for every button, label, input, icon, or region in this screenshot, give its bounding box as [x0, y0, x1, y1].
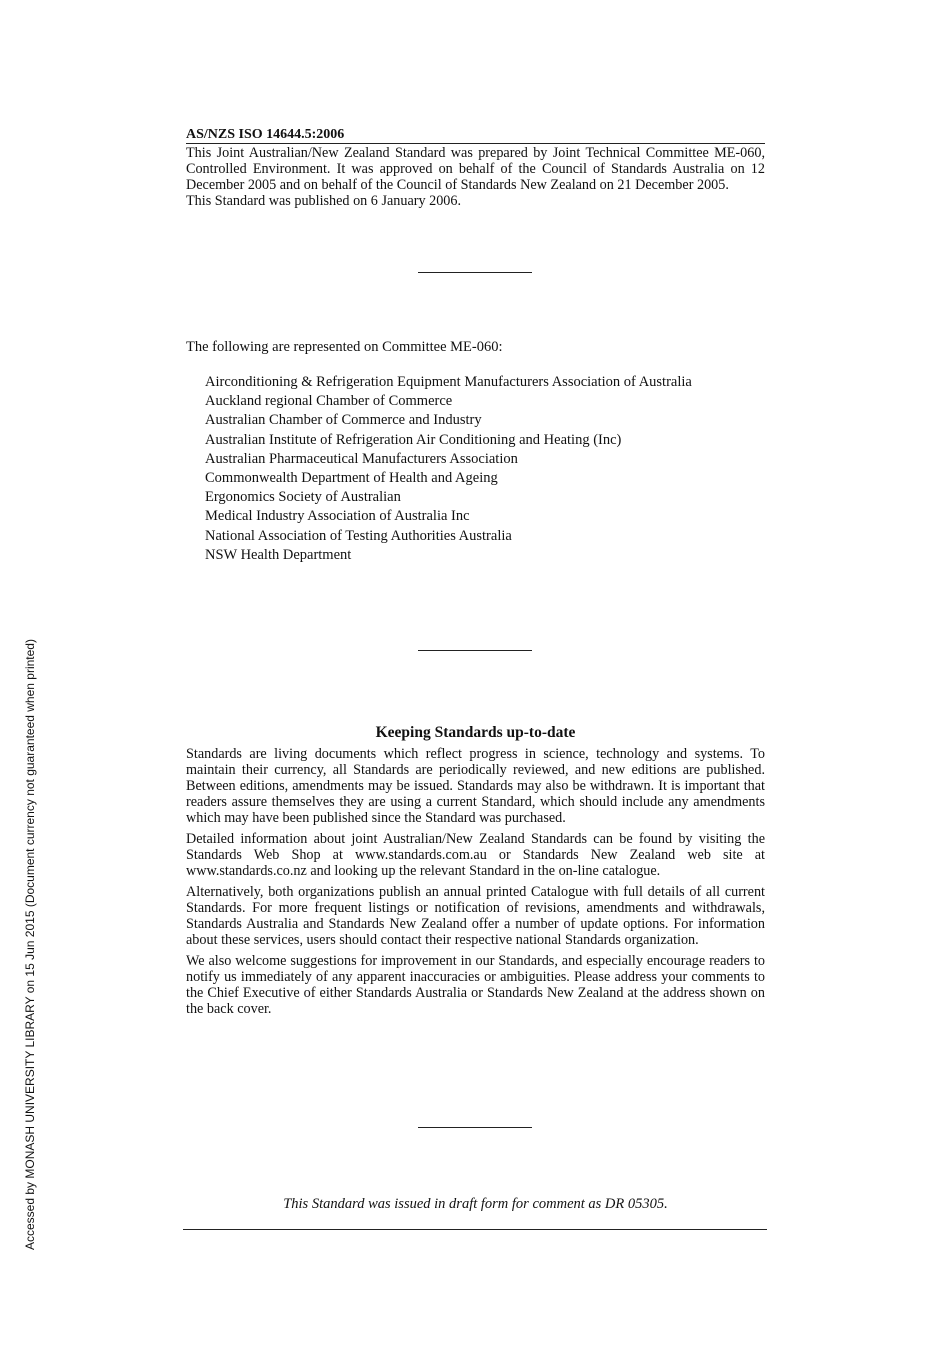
document-page	[186, 0, 765, 1345]
committee-member: Ergonomics Society of Australian	[205, 489, 401, 506]
committee-member: Australian Pharmaceutical Manufacturers Association	[205, 450, 518, 467]
committee-member: NSW Health Department	[205, 546, 352, 563]
keeping-standards-body	[186, 746, 765, 1022]
section-divider	[418, 1127, 532, 1128]
section-divider	[418, 272, 532, 273]
body-paragraph: Alternatively, both organizations publish an annual printed Catalogue with full details of all current Standards. For more frequent listings or notification of revisions, amendments and withdrawals, Standards Australia and Standards New Zealand offer a number of update options. For information about these services, users should contact their respective national Standards organization.	[186, 884, 765, 948]
committee-member: Airconditioning & Refrigeration Equipment Manufacturers Association of Australia	[205, 374, 692, 390]
body-paragraph: Standards are living documents which reflect progress in science, technology and systems. To maintain their currency, all Standards are periodically reviewed, and new editions are published. Between editions, amendments may be issued. Standards may also be withdrawn. It is important that readers assure themselves they are using a current Standard, which should include any amendments which may have been published since the Standard was purchased.	[186, 746, 765, 826]
body-paragraph: We also welcome suggestions for improvement in our Standards, and especially encourage readers to notify us immediately of any apparent inaccuracies or ambiguities. Please address your comments to the Chief Executive of either Standards Australia or Standards New Zealand at the address shown on the back cover.	[186, 953, 765, 1017]
keeping-standards-heading: Keeping Standards up-to-date	[375, 724, 576, 741]
preparation-statement	[186, 145, 765, 209]
committee-member: Commonwealth Department of Health and Ageing	[205, 470, 498, 487]
committee-member: National Association of Testing Authorities Australia	[205, 527, 512, 544]
committee-member: Medical Industry Association of Australia Inc	[205, 508, 470, 525]
standard-identifier: AS/NZS ISO 14644.5:2006	[186, 126, 765, 144]
committee-member: Auckland regional Chamber of Commerce	[205, 393, 453, 410]
draft-note: This Standard was issued in draft form for comment as DR 05305.	[283, 1196, 668, 1212]
committee-intro: The following are represented on Committee ME-060:	[186, 339, 503, 355]
committee-member: Australian Institute of Refrigeration Air Conditioning and Heating (Inc)	[205, 431, 622, 448]
access-watermark: Accessed by MONASH UNIVERSITY LIBRARY on 15 Jun 2015 (Document currency not guaranteed when printed)	[23, 639, 37, 1250]
publication-date-line: This Standard was published on 6 January 2006.	[186, 193, 462, 209]
committee-member-list	[205, 373, 725, 565]
body-paragraph: Detailed information about joint Australian/New Zealand Standards can be found by visiting the Standards Web Shop at www.standards.com.au or Standards New Zealand web site at www.standards.co.nz and looking up the relevant Standard in the on-line catalogue.	[186, 831, 765, 879]
section-divider	[418, 650, 532, 651]
footer-rule	[183, 1229, 767, 1230]
committee-member: Australian Chamber of Commerce and Industry	[205, 412, 482, 429]
preparation-paragraph: This Joint Australian/New Zealand Standard was prepared by Joint Technical Committee ME-060, Controlled Environment. It was approved on behalf of the Council of Standards Australia on 12 December 2005 and on behalf of the Council of Standards New Zealand on 21 December 2005.	[186, 145, 765, 193]
